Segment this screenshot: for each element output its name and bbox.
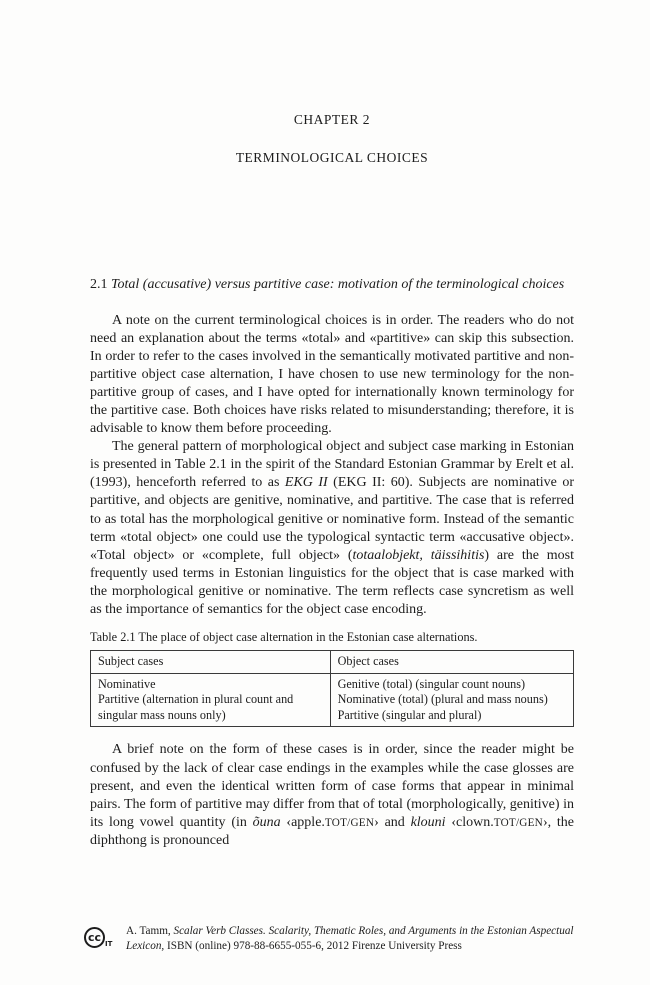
paragraph xyxy=(90,741,574,850)
table-cell-line: Partitive (alternation in plural count and singular mass nouns only) xyxy=(98,692,294,722)
text-segment: klouni xyxy=(410,814,446,830)
cc-license-icon xyxy=(84,927,116,953)
text-segment: ›, the diphthong is pronounced xyxy=(90,814,574,848)
text-segment: A brief note on the form of these cases is in order, since the reader might be confused by the lack of clear case endings in the examples while the case glosses are present, and even the identical written form of case forms that appear in minimal pairs. The form of partitive may differ from that of total (morphologically, genitive) in its long vowel quantity (in xyxy=(90,742,574,830)
footer xyxy=(84,924,576,954)
text-segment: (EKG II: 60). Subjects are nominative or partitive, and objects are genitive, nominative, and partitive. The case that is referred to as total has the morphological genitive or nominative form. Instead of the semantic term «total object» one could use the typological syntactic term «accusative object». «Total object» or «complete, full object» ( xyxy=(90,475,574,563)
table-cell-line: Genitive (total) (singular count nouns) xyxy=(337,676,526,691)
cc-it-badge: IT xyxy=(105,940,113,948)
paragraphs-before-table xyxy=(90,312,574,620)
paragraph xyxy=(90,438,574,619)
text-segment: EKG II xyxy=(284,475,328,491)
section-heading xyxy=(90,276,574,295)
table-header-row xyxy=(91,651,574,674)
text-segment: A note on the current terminological choices is in order. The readers who do not need an explanation about the terms «total» and «partitive» can skip this subsection. In order to refer to the cases involved in the semantically motivated partitive and non-partitive object case alternation, I have chosen to use new terminology for the non-partitive group of cases, and I have opted for internationally known terminology for the partitive case. Both choices have risks related to misunderstanding; therefore, it is advisable to know them before proceeding. xyxy=(90,312,574,437)
table-caption: Table 2.1 The place of object case alternation in the Estonian case alternations. xyxy=(90,630,478,645)
paragraph xyxy=(90,312,574,439)
case-table xyxy=(90,650,574,727)
text-segment: › and xyxy=(374,814,411,830)
text-segment: ISBN (online) 978-88-6655-055-6, 2012 Firenze University Press xyxy=(164,940,462,952)
table-cell-line: Nominative xyxy=(98,676,156,691)
text-segment: The general pattern of morphological object and subject case marking in Estonian is presented in Table 2.1 in the spirit of the Standard Estonian Grammar by Erelt et al. (1993), henceforth referred to as xyxy=(90,439,574,491)
paragraphs-after-table xyxy=(90,741,574,850)
text-segment: totaalobjekt, täissihitis xyxy=(352,547,485,563)
text-segment: TOT/GEN xyxy=(493,816,543,829)
section-number: 2.1 xyxy=(90,277,108,292)
table-cell-line: Partitive (singular and plural) xyxy=(337,707,482,722)
chapter-title: TERMINOLOGICAL CHOICES xyxy=(235,150,429,165)
table-header-cell: Subject cases xyxy=(91,651,331,674)
text-segment: ‹apple. xyxy=(280,814,325,830)
text-segment: Scalar Verb Classes. Scalarity, Thematic Roles, and Arguments in the Estonian Aspectual Lexicon, xyxy=(126,925,574,952)
footer-citation xyxy=(126,924,576,954)
table-header-cell: Object cases xyxy=(330,651,573,674)
table-cell-line: Nominative (total) (plural and mass nouns) xyxy=(337,692,548,707)
cc-circle-icon: cc xyxy=(84,927,105,948)
table-row xyxy=(91,673,574,727)
table-cell xyxy=(330,673,573,727)
text-segment: õuna xyxy=(252,814,281,830)
text-segment: A. Tamm, xyxy=(126,925,174,937)
chapter-heading xyxy=(90,112,574,166)
text-segment: ) are the most frequently used terms in Estonian linguistics for the object that is case marked with the morphological genitive or nominative. The term reflects case syncretism as well as the importance of semantics for the object case encoding. xyxy=(90,547,574,617)
table-body xyxy=(91,673,574,727)
chapter-number: CHAPTER 2 xyxy=(293,112,371,127)
table-cell xyxy=(91,673,331,727)
text-segment: ‹clown. xyxy=(445,814,494,830)
section-title: Total (accusative) versus partitive case: motivation of the terminological choices xyxy=(111,277,565,292)
text-segment: TOT/GEN xyxy=(324,816,375,829)
